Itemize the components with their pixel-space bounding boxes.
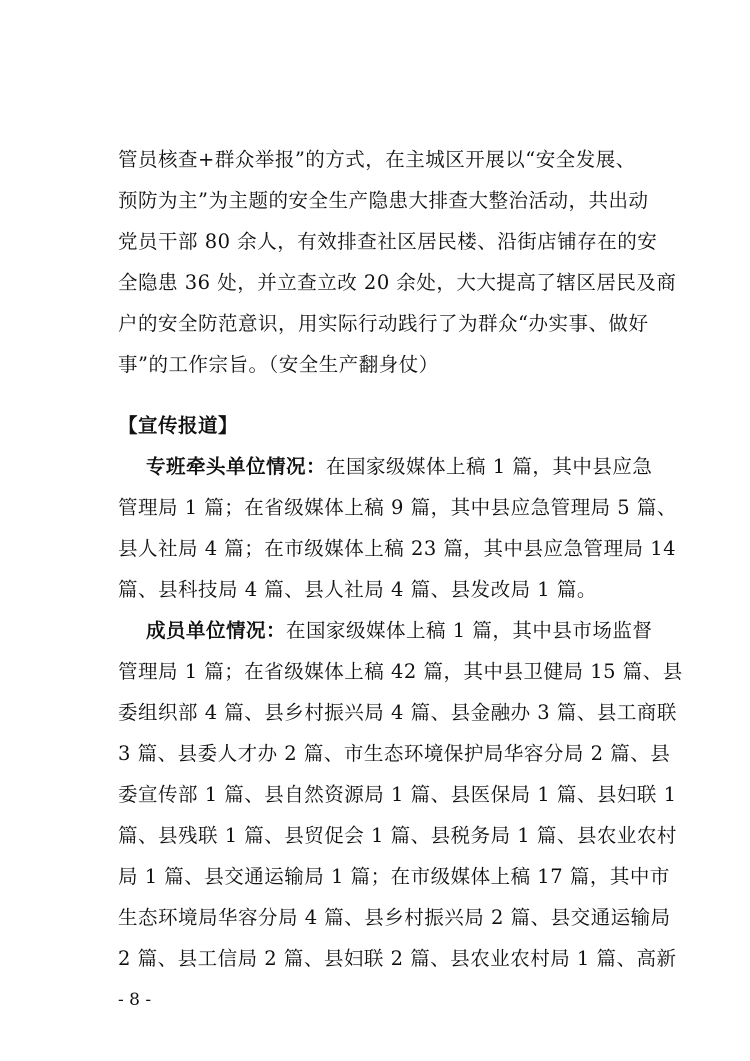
- paragraph-3-lead: 成员单位情况：: [146, 619, 287, 642]
- paragraph-1-line-4: 全隐患 36 处，并立查立改 20 余处，大大提高了辖区居民及商: [118, 271, 677, 294]
- paragraph-3-line-1: [146, 617, 666, 645]
- paragraph-3-line-9: 2 篇、县工信局 2 篇、县妇联 2 篇、县农业农村局 1 篇、高新: [118, 947, 677, 970]
- paragraph-1-line-6: 事”的工作宗旨。（安全生产翻身仗）: [118, 353, 439, 376]
- paragraph-3-line-6: 篇、县残联 1 篇、县贸促会 1 篇、县税务局 1 篇、县农业农村: [118, 824, 677, 847]
- paragraph-2-line-1: [146, 453, 666, 481]
- paragraph-2-line-2: 管理局 1 篇；在省级媒体上稿 9 篇，其中县应急管理局 5 篇、: [118, 496, 677, 519]
- paragraph-3-line-1-text: 在国家级媒体上稿 1 篇，其中县市场监督: [286, 619, 653, 642]
- paragraph-1-line-3: 党员干部 80 余人，有效排查社区居民楼、沿街店铺存在的安: [118, 230, 658, 253]
- section-heading: 【宣传报道】: [118, 414, 239, 437]
- paragraph-3-line-2: 管理局 1 篇；在省级媒体上稿 42 篇，其中县卫健局 15 篇、县: [118, 660, 683, 683]
- paragraph-2-line-3: 县人社局 4 篇；在市级媒体上稿 23 篇，其中县应急管理局 14: [118, 537, 677, 560]
- paragraph-3-line-8: 生态环境局华容分局 4 篇、县乡村振兴局 2 篇、县交通运输局: [118, 906, 671, 929]
- paragraph-3-line-4: 3 篇、县委人才办 2 篇、市生态环境保护局华容分局 2 篇、县: [118, 742, 671, 765]
- paragraph-3-line-3: 委组织部 4 篇、县乡村振兴局 4 篇、县金融办 3 篇、县工商联: [118, 701, 677, 724]
- paragraph-2-line-1-text: 在国家级媒体上稿 1 篇，其中县应急: [326, 455, 653, 478]
- paragraph-2-lead: 专班牵头单位情况：: [146, 455, 327, 478]
- paragraph-1-line-1: 管员核查+群众举报”的方式，在主城区开展以“安全发展、: [118, 148, 636, 171]
- paragraph-3-line-7: 局 1 篇、县交通运输局 1 篇；在市级媒体上稿 17 篇，其中市: [118, 865, 670, 888]
- paragraph-2-line-4: 篇、县科技局 4 篇、县人社局 4 篇、县发改局 1 篇。: [118, 578, 597, 601]
- page-number: - 8 -: [118, 990, 152, 1010]
- paragraph-1-line-5: 户的安全防范意识，用实际行动践行了为群众“办实事、做好: [118, 312, 649, 335]
- paragraph-1-line-2: 预防为主”为主题的安全生产隐患大排查大整治活动，共出动: [118, 189, 649, 212]
- paragraph-3-line-5: 委宣传部 1 篇、县自然资源局 1 篇、县医保局 1 篇、县妇联 1: [118, 783, 677, 806]
